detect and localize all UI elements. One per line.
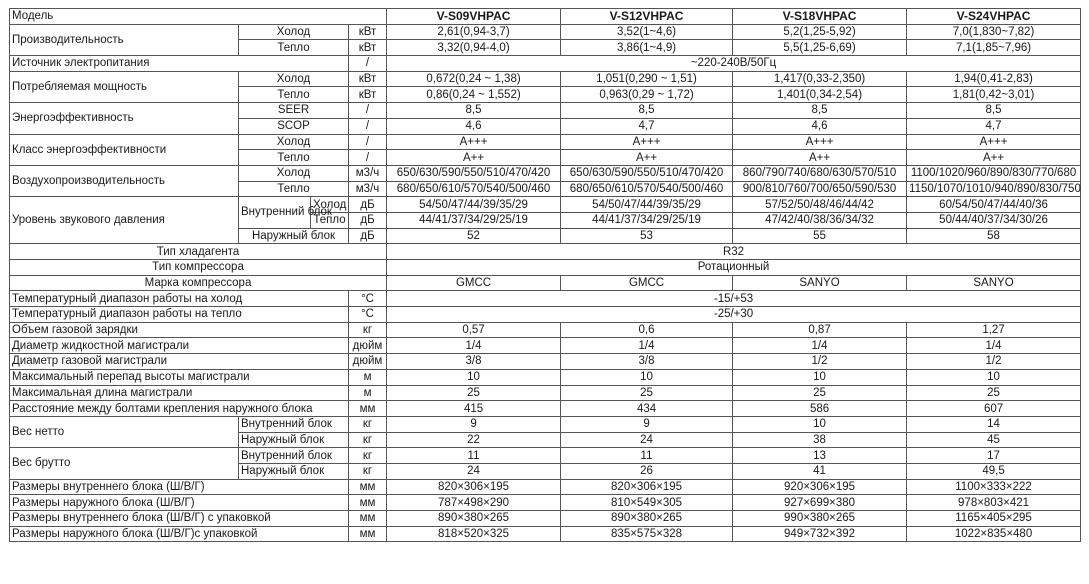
value-cell: 1/4 bbox=[561, 338, 733, 354]
table-row bbox=[10, 416, 1081, 432]
table-row bbox=[10, 401, 1081, 417]
row-label: Класс энергоэффективности bbox=[10, 134, 239, 165]
table-row bbox=[10, 369, 1081, 385]
value-cell: 26 bbox=[561, 463, 733, 479]
value-cell: 8,5 bbox=[907, 103, 1081, 119]
table-row bbox=[10, 197, 1081, 213]
value-cell: 54/50/47/44/39/35/29 bbox=[561, 197, 733, 213]
unit-cell: кВт bbox=[349, 71, 387, 87]
sub-label: Холод bbox=[239, 24, 349, 40]
value-cell: 41 bbox=[733, 463, 907, 479]
value-cell: 0,86(0,24 ~ 1,552) bbox=[387, 87, 561, 103]
row-label: Размеры наружного блока (Ш/В/Г) bbox=[10, 495, 349, 511]
row-label: Температурный диапазон работы на тепло bbox=[10, 307, 349, 323]
row-label: Вес нетто bbox=[10, 416, 239, 447]
sub-label: Тепло bbox=[239, 150, 349, 166]
value-cell: A+++ bbox=[387, 134, 561, 150]
table-row bbox=[10, 103, 1081, 119]
value-cell: SANYO bbox=[733, 275, 907, 291]
value-cell: 978×803×421 bbox=[907, 495, 1081, 511]
row-label: Размеры внутреннего блока (Ш/В/Г) bbox=[10, 479, 349, 495]
sub-label: Наружный блок bbox=[239, 228, 349, 244]
unit-cell: кг bbox=[349, 448, 387, 464]
value-cell: 57/52/50/48/46/44/42 bbox=[733, 197, 907, 213]
value-cell: 1/2 bbox=[907, 354, 1081, 370]
value-cell: 810×549×305 bbox=[561, 495, 733, 511]
value-cell: 0,87 bbox=[733, 322, 907, 338]
unit-cell: дБ bbox=[349, 212, 387, 228]
row-label: Объем газовой зарядки bbox=[10, 322, 349, 338]
value-cell: 1,401(0,34-2,54) bbox=[733, 87, 907, 103]
table-row bbox=[10, 71, 1081, 87]
value-cell: 0,6 bbox=[561, 322, 733, 338]
value-cell: 1100/1020/960/890/830/770/680 bbox=[907, 165, 1081, 181]
unit-cell: кг bbox=[349, 463, 387, 479]
value-cell: 10 bbox=[907, 369, 1081, 385]
value-cell: 38 bbox=[733, 432, 907, 448]
row-label: Максимальная длина магистрали bbox=[10, 385, 349, 401]
table-row bbox=[10, 354, 1081, 370]
sub-label: Внутренний блок bbox=[239, 448, 349, 464]
model-header: V-S24VHPAC bbox=[907, 9, 1081, 25]
value-cell: 1/4 bbox=[733, 338, 907, 354]
table-row bbox=[10, 24, 1081, 40]
value-cell: 1,051(0,290 ~ 1,51) bbox=[561, 71, 733, 87]
value-cell: 0,672(0,24 ~ 1,38) bbox=[387, 71, 561, 87]
value-cell: 11 bbox=[561, 448, 733, 464]
row-label: Размеры наружного блока (Ш/В/Г)с упаковкой bbox=[10, 526, 349, 542]
unit-cell: кВт bbox=[349, 40, 387, 56]
sub-label: Наружный блок bbox=[239, 432, 349, 448]
sub-label: Тепло bbox=[311, 212, 349, 228]
sub-label: Внутренний блок bbox=[239, 197, 311, 228]
value-cell: 25 bbox=[387, 385, 561, 401]
table-row bbox=[10, 526, 1081, 542]
value-cell: 8,5 bbox=[387, 103, 561, 119]
unit-cell: мм bbox=[349, 511, 387, 527]
unit-cell: кг bbox=[349, 322, 387, 338]
sub-label: Наружный блок bbox=[239, 463, 349, 479]
value-cell: 1,81(0,42~3,01) bbox=[907, 87, 1081, 103]
value-cell: 14 bbox=[907, 416, 1081, 432]
table-row bbox=[10, 260, 1081, 276]
value-cell: 3,86(1~4,9) bbox=[561, 40, 733, 56]
value-cell: A+++ bbox=[733, 134, 907, 150]
value-cell: 49,5 bbox=[907, 463, 1081, 479]
row-label: Источник электропитания bbox=[10, 56, 349, 72]
row-label: Размеры внутреннего блока (Ш/В/Г) с упаковкой bbox=[10, 511, 349, 527]
value-cell: 2,61(0,94-3,7) bbox=[387, 24, 561, 40]
value-cell: 24 bbox=[387, 463, 561, 479]
unit-cell: дюйм bbox=[349, 338, 387, 354]
value-cell: 3,32(0,94-4,0) bbox=[387, 40, 561, 56]
unit-cell: мм bbox=[349, 401, 387, 417]
value-cell: 586 bbox=[733, 401, 907, 417]
table-row bbox=[10, 495, 1081, 511]
value-cell: 8,5 bbox=[561, 103, 733, 119]
value-cell-merged: -15/+53 bbox=[387, 291, 1081, 307]
unit-cell: дБ bbox=[349, 228, 387, 244]
value-cell: 949×732×392 bbox=[733, 526, 907, 542]
table-row bbox=[10, 165, 1081, 181]
value-cell: 25 bbox=[561, 385, 733, 401]
value-cell: 820×306×195 bbox=[387, 479, 561, 495]
sub-label: SEER bbox=[239, 103, 349, 119]
unit-cell: кг bbox=[349, 416, 387, 432]
unit-cell: °C bbox=[349, 307, 387, 323]
value-cell: 44/41/37/34/29/25/19 bbox=[561, 212, 733, 228]
spec-table bbox=[9, 8, 1081, 542]
unit-cell: кВт bbox=[349, 24, 387, 40]
unit-cell: / bbox=[349, 103, 387, 119]
value-cell: 680/650/610/570/540/500/460 bbox=[561, 181, 733, 197]
value-cell: GMCC bbox=[387, 275, 561, 291]
sub-label: SCOP bbox=[239, 118, 349, 134]
sub-label: Холод bbox=[239, 165, 349, 181]
value-cell: 1022×835×480 bbox=[907, 526, 1081, 542]
value-cell: A+++ bbox=[907, 134, 1081, 150]
value-cell: GMCC bbox=[561, 275, 733, 291]
unit-cell: м bbox=[349, 385, 387, 401]
value-cell: A+++ bbox=[561, 134, 733, 150]
value-cell: 54/50/47/44/39/35/29 bbox=[387, 197, 561, 213]
unit-cell: кг bbox=[349, 432, 387, 448]
table-row bbox=[10, 338, 1081, 354]
sub-label: Холод bbox=[311, 197, 349, 213]
unit-cell: / bbox=[349, 56, 387, 72]
sub-label: Внутренний блок bbox=[239, 416, 349, 432]
value-cell: 920×306×195 bbox=[733, 479, 907, 495]
value-cell: A++ bbox=[907, 150, 1081, 166]
value-cell: A++ bbox=[387, 150, 561, 166]
value-cell: 1/4 bbox=[907, 338, 1081, 354]
unit-cell: мм bbox=[349, 495, 387, 511]
value-cell: 818×520×325 bbox=[387, 526, 561, 542]
unit-cell: °C bbox=[349, 291, 387, 307]
value-cell: 47/42/40/38/36/34/32 bbox=[733, 212, 907, 228]
value-cell: 434 bbox=[561, 401, 733, 417]
model-header: V-S12VHPAC bbox=[561, 9, 733, 25]
row-label: Диаметр жидкостной магистрали bbox=[10, 338, 349, 354]
value-cell: 4,7 bbox=[907, 118, 1081, 134]
value-cell: 17 bbox=[907, 448, 1081, 464]
unit-cell: мм bbox=[349, 479, 387, 495]
value-cell: 10 bbox=[387, 369, 561, 385]
value-cell: 10 bbox=[733, 369, 907, 385]
row-label: Тип компрессора bbox=[10, 260, 387, 276]
value-cell: 11 bbox=[387, 448, 561, 464]
value-cell-merged: R32 bbox=[387, 244, 1081, 260]
value-cell: 650/630/590/550/510/470/420 bbox=[387, 165, 561, 181]
value-cell: 1,417(0,33-2,350) bbox=[733, 71, 907, 87]
unit-cell: м3/ч bbox=[349, 165, 387, 181]
value-cell: 890×380×265 bbox=[387, 511, 561, 527]
value-cell: 5,2(1,25-5,92) bbox=[733, 24, 907, 40]
row-label: Вес брутто bbox=[10, 448, 239, 479]
table-row bbox=[10, 448, 1081, 464]
value-cell: 10 bbox=[561, 369, 733, 385]
row-label: Модель bbox=[10, 9, 387, 25]
value-cell: 927×699×380 bbox=[733, 495, 907, 511]
unit-cell: дюйм bbox=[349, 354, 387, 370]
table-row bbox=[10, 134, 1081, 150]
unit-cell: дБ bbox=[349, 197, 387, 213]
value-cell: 22 bbox=[387, 432, 561, 448]
value-cell: 53 bbox=[561, 228, 733, 244]
value-cell: 1150/1070/1010/940/890/830/750 bbox=[907, 181, 1081, 197]
value-cell: 4,7 bbox=[561, 118, 733, 134]
value-cell: SANYO bbox=[907, 275, 1081, 291]
table-row bbox=[10, 511, 1081, 527]
value-cell: 1,27 bbox=[907, 322, 1081, 338]
value-cell: 8,5 bbox=[733, 103, 907, 119]
value-cell: 24 bbox=[561, 432, 733, 448]
value-cell: 650/630/590/550/510/470/420 bbox=[561, 165, 733, 181]
unit-cell: м3/ч bbox=[349, 181, 387, 197]
unit-cell: кВт bbox=[349, 87, 387, 103]
row-label: Уровень звукового давления bbox=[10, 197, 239, 244]
unit-cell: / bbox=[349, 118, 387, 134]
table-row bbox=[10, 291, 1081, 307]
value-cell-merged: Ротационный bbox=[387, 260, 1081, 276]
value-cell: 890×380×265 bbox=[561, 511, 733, 527]
value-cell: 58 bbox=[907, 228, 1081, 244]
value-cell-merged: ~220-240В/50Гц bbox=[387, 56, 1081, 72]
sub-label: Холод bbox=[239, 134, 349, 150]
row-label: Производительность bbox=[10, 24, 239, 55]
value-cell: 3,52(1~4,6) bbox=[561, 24, 733, 40]
table-row bbox=[10, 244, 1081, 260]
row-label: Тип хладагента bbox=[10, 244, 387, 260]
row-label: Энергоэффективность bbox=[10, 103, 239, 134]
sub-label: Тепло bbox=[239, 181, 349, 197]
value-cell: 5,5(1,25-6,69) bbox=[733, 40, 907, 56]
row-label: Максимальный перепад высоты магистрали bbox=[10, 369, 349, 385]
value-cell: 4,6 bbox=[733, 118, 907, 134]
value-cell: 44/41/37/34/29/25/19 bbox=[387, 212, 561, 228]
value-cell: 4,6 bbox=[387, 118, 561, 134]
model-header: V-S18VHPAC bbox=[733, 9, 907, 25]
row-label: Расстояние между болтами крепления наружного блока bbox=[10, 401, 349, 417]
table-row bbox=[10, 275, 1081, 291]
value-cell: 607 bbox=[907, 401, 1081, 417]
value-cell: 0,57 bbox=[387, 322, 561, 338]
unit-cell: / bbox=[349, 134, 387, 150]
value-cell: 13 bbox=[733, 448, 907, 464]
value-cell: 820×306×195 bbox=[561, 479, 733, 495]
value-cell: 60/54/50/47/44/40/36 bbox=[907, 197, 1081, 213]
unit-cell: м bbox=[349, 369, 387, 385]
value-cell: 7,1(1,85~7,96) bbox=[907, 40, 1081, 56]
value-cell: 52 bbox=[387, 228, 561, 244]
value-cell: 0,963(0,29 ~ 1,72) bbox=[561, 87, 733, 103]
value-cell: A++ bbox=[561, 150, 733, 166]
value-cell: 9 bbox=[387, 416, 561, 432]
value-cell: 50/44/40/37/34/30/26 bbox=[907, 212, 1081, 228]
table-row bbox=[10, 479, 1081, 495]
table-row bbox=[10, 307, 1081, 323]
value-cell: 990×380×265 bbox=[733, 511, 907, 527]
value-cell: 3/8 bbox=[387, 354, 561, 370]
row-label: Диаметр газовой магистрали bbox=[10, 354, 349, 370]
value-cell-merged: -25/+30 bbox=[387, 307, 1081, 323]
value-cell: 3/8 bbox=[561, 354, 733, 370]
row-label: Воздухопроизводительность bbox=[10, 165, 239, 196]
value-cell: 900/810/760/700/650/590/530 bbox=[733, 181, 907, 197]
table-row bbox=[10, 9, 1081, 25]
sub-label: Тепло bbox=[239, 87, 349, 103]
value-cell: 787×498×290 bbox=[387, 495, 561, 511]
model-header: V-S09VHPAC bbox=[387, 9, 561, 25]
value-cell: 45 bbox=[907, 432, 1081, 448]
value-cell: 1/4 bbox=[387, 338, 561, 354]
value-cell: 1100×333×222 bbox=[907, 479, 1081, 495]
unit-cell: мм bbox=[349, 526, 387, 542]
row-label: Температурный диапазон работы на холод bbox=[10, 291, 349, 307]
value-cell: 10 bbox=[733, 416, 907, 432]
value-cell: 1,94(0,41-2,83) bbox=[907, 71, 1081, 87]
value-cell: 25 bbox=[907, 385, 1081, 401]
value-cell: 680/650/610/570/540/500/460 bbox=[387, 181, 561, 197]
sub-label: Холод bbox=[239, 71, 349, 87]
table-row bbox=[10, 56, 1081, 72]
spec-table-container bbox=[9, 8, 1089, 542]
value-cell: 9 bbox=[561, 416, 733, 432]
row-label: Потребляемая мощность bbox=[10, 71, 239, 102]
value-cell: 415 bbox=[387, 401, 561, 417]
row-label: Марка компрессора bbox=[10, 275, 387, 291]
value-cell: 1/2 bbox=[733, 354, 907, 370]
value-cell: 860/790/740/680/630/570/510 bbox=[733, 165, 907, 181]
unit-cell: / bbox=[349, 150, 387, 166]
value-cell: 7,0(1,830~7,82) bbox=[907, 24, 1081, 40]
sub-label: Тепло bbox=[239, 40, 349, 56]
table-row bbox=[10, 322, 1081, 338]
value-cell: 25 bbox=[733, 385, 907, 401]
table-row bbox=[10, 385, 1081, 401]
value-cell: A++ bbox=[733, 150, 907, 166]
value-cell: 835×575×328 bbox=[561, 526, 733, 542]
value-cell: 1165×405×295 bbox=[907, 511, 1081, 527]
value-cell: 55 bbox=[733, 228, 907, 244]
